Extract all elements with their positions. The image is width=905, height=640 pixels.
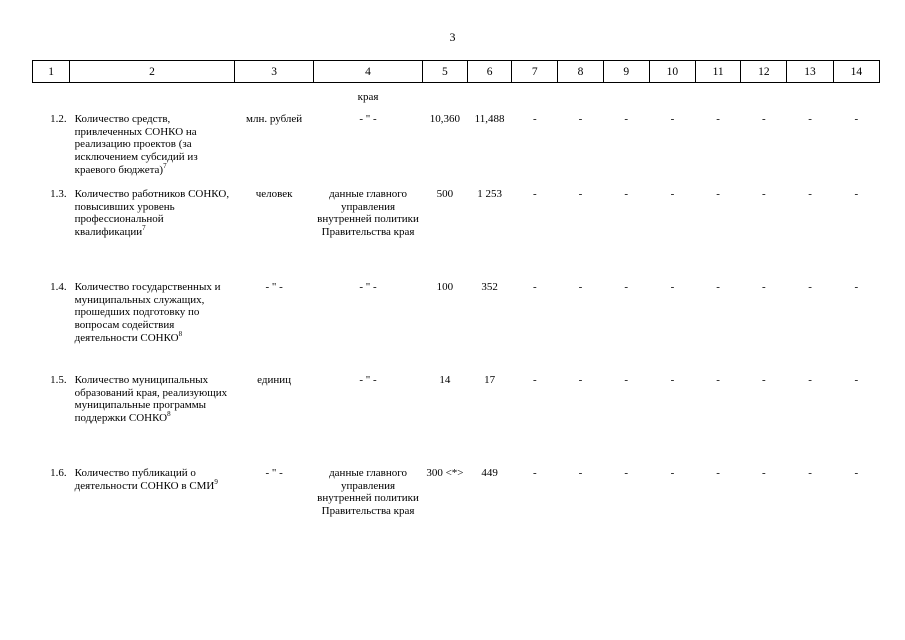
column-number: 13 <box>787 61 833 83</box>
value-cell: - <box>624 281 629 293</box>
value-cell: - <box>716 188 720 200</box>
value-cell: - <box>761 281 766 293</box>
unit: единиц <box>257 374 292 386</box>
value-cell: - <box>578 113 583 125</box>
value-cell: - <box>532 374 537 386</box>
indicator-name-text: Количество государственных и муниципальных служащих, прошедших подготовку по вопросам содействия деятельности СОНКО <box>74 281 221 344</box>
column-number: 3 <box>234 61 313 83</box>
value-cell: - <box>578 281 583 293</box>
indicator-name-text: Количество муниципальных образований края, реализующих муниципальные программы поддержки СОНКО <box>74 374 228 424</box>
page-number: 3 <box>449 30 456 44</box>
column-number: 9 <box>603 61 649 83</box>
row-id: 1.2. <box>50 113 67 125</box>
source: - " - <box>359 281 377 293</box>
value-cell: - <box>808 281 812 293</box>
value-cell: - <box>716 113 720 125</box>
value-cell: - <box>624 113 629 125</box>
footnote-ref: 9 <box>214 477 218 486</box>
value-cell: - <box>670 188 675 200</box>
indicator-name <box>70 467 235 547</box>
unit: млн. рублей <box>246 113 303 125</box>
unit: - " - <box>265 281 283 293</box>
table-row <box>33 113 880 188</box>
column-number: 7 <box>512 61 558 83</box>
value-cell: - <box>716 374 720 386</box>
unit: - " - <box>265 467 283 479</box>
value-col5: 300 <*> <box>426 467 464 479</box>
value-cell: - <box>670 281 675 293</box>
value-cell: - <box>716 467 720 479</box>
value-cell: - <box>578 467 583 479</box>
indicator-name-text: Количество публикаций о деятельности СОНКО в СМИ <box>74 467 215 492</box>
value-cell: - <box>578 374 583 386</box>
value-cell: - <box>854 113 859 125</box>
value-cell: - <box>854 467 859 479</box>
value-cell: - <box>716 281 720 293</box>
value-col5: 14 <box>439 374 451 386</box>
column-number: 1 <box>33 61 70 83</box>
value-cell: - <box>578 188 583 200</box>
row-id: 1.4. <box>50 281 67 293</box>
value-col6: 1 253 <box>477 188 502 200</box>
value-cell: - <box>532 113 537 125</box>
unit: человек <box>255 188 293 200</box>
value-cell: - <box>761 113 766 125</box>
value-cell: - <box>854 374 859 386</box>
value-cell: - <box>854 188 859 200</box>
value-cell: - <box>624 188 629 200</box>
value-cell: - <box>761 374 766 386</box>
column-number: 12 <box>741 61 787 83</box>
value-col5: 10,360 <box>429 113 461 125</box>
row-id: 1.5. <box>50 374 67 386</box>
value-col6: 17 <box>484 374 496 386</box>
value-cell: - <box>624 467 629 479</box>
value-col6: 449 <box>481 467 498 479</box>
value-cell: - <box>532 467 537 479</box>
indicator-name <box>70 281 235 374</box>
value-cell: - <box>532 281 537 293</box>
footnote-ref: 7 <box>142 223 146 232</box>
column-number-row <box>33 61 880 83</box>
source: - " - <box>359 113 377 125</box>
indicator-name-text: Количество работников СОНКО, повысивших уровень профессиональной квалификации <box>74 188 230 238</box>
column-number: 4 <box>314 61 423 83</box>
row-id: 1.6. <box>50 467 67 479</box>
footnote-ref: 7 <box>163 161 167 170</box>
table-row <box>33 281 880 374</box>
value-cell: - <box>808 188 812 200</box>
value-cell: - <box>670 467 675 479</box>
value-cell: - <box>624 374 629 386</box>
value-cell: - <box>808 113 812 125</box>
indicator-name <box>70 188 235 281</box>
value-cell: - <box>808 374 812 386</box>
indicator-name-text: Количество средств, привлеченных СОНКО на реализацию проектов (за исключением субсидий из краевого бюджета) <box>74 113 198 176</box>
value-cell: - <box>854 281 859 293</box>
value-col6: 352 <box>481 281 498 293</box>
value-cell: - <box>670 113 675 125</box>
continuation-row <box>33 83 880 114</box>
column-number: 8 <box>558 61 603 83</box>
indicator-name <box>70 113 235 188</box>
footnote-ref: 8 <box>178 329 183 338</box>
value-cell: - <box>761 188 766 200</box>
row-id: 1.3. <box>50 188 67 200</box>
footnote-ref: 8 <box>167 409 171 418</box>
source: данные главного управления внутренней политики Правительства края <box>317 188 419 238</box>
column-number: 14 <box>833 61 879 83</box>
value-cell: - <box>761 467 766 479</box>
table-row <box>33 374 880 467</box>
table-row <box>33 467 880 547</box>
value-cell: - <box>670 374 675 386</box>
value-cell: - <box>808 467 812 479</box>
source: данные главного управления внутренней политики Правительства края <box>317 467 419 517</box>
table-row <box>33 188 880 281</box>
column-number: 11 <box>696 61 741 83</box>
column-number: 10 <box>649 61 695 83</box>
value-col6: 11,488 <box>474 113 505 125</box>
column-number: 2 <box>70 61 235 83</box>
source: - " - <box>359 374 377 386</box>
continued-source: края <box>357 91 379 103</box>
indicators-table <box>32 60 880 547</box>
column-number: 5 <box>422 61 467 83</box>
column-number: 6 <box>468 61 512 83</box>
indicator-name <box>70 374 235 467</box>
value-col5: 500 <box>436 188 454 200</box>
value-col5: 100 <box>436 281 454 293</box>
value-cell: - <box>532 188 537 200</box>
